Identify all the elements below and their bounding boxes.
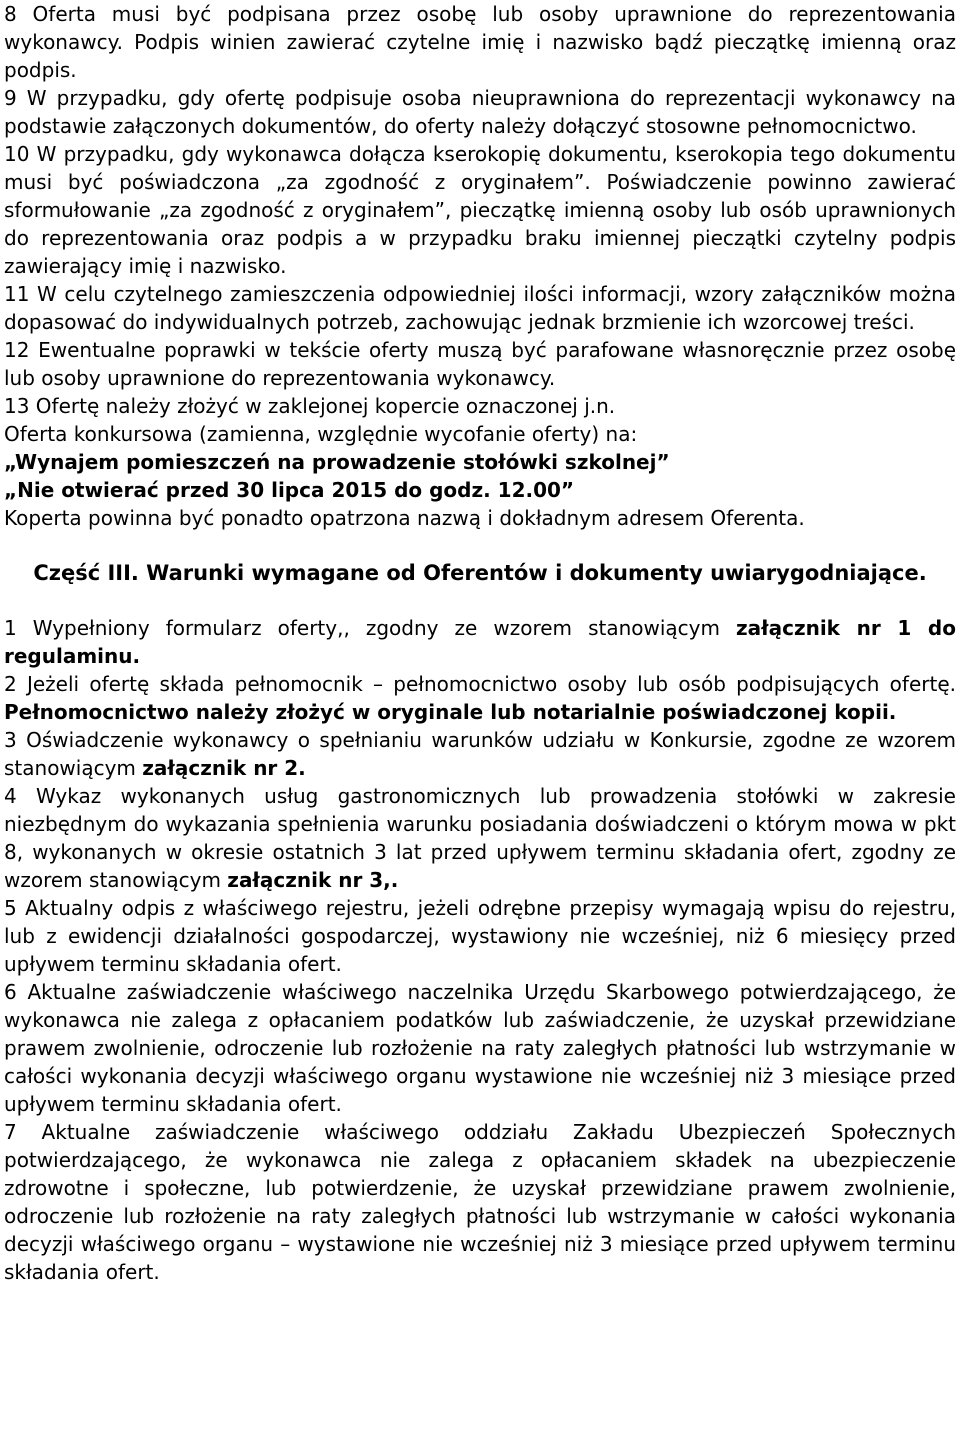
requirement-1: [4, 614, 956, 670]
envelope-intro: Oferta konkursowa (zamienna, względnie wycofanie oferty) na:: [4, 422, 638, 446]
paragraph-8: 8 Oferta musi być podpisana przez osobę lub osoby uprawnione do reprezentowania wykonawcy. Podpis winien zawierać czytelne imię i nazwisko bądź pieczątkę imienną oraz podpis.: [4, 2, 956, 82]
requirement-4-bold: załącznik nr 3,.: [227, 868, 399, 892]
requirement-1-bold: załącznik nr 1 do regulaminu.: [4, 616, 956, 668]
paragraph-10: 10 W przypadku, gdy wykonawca dołącza kserokopię dokumentu, kserokopia tego dokumentu musi być poświadczona „za zgodność z oryginałem”. Poświadczenie powinno zawierać sformułowanie „za zgodność z oryginałem”, pieczątkę imienną osoby lub osób uprawnionych do reprezentowania oraz podpis a w przypadku braku imiennej pieczątki czytelny podpis zawierający imię i nazwisko.: [4, 142, 956, 278]
envelope-title: „Wynajem pomieszczeń na prowadzenie stołówki szkolnej”: [4, 450, 670, 474]
requirement-4-text: 4 Wykaz wykonanych usług gastronomicznych lub prowadzenia stołówki w zakresie niezbędnym do wykazania spełnienia warunku posiadania doświadczeni o którym mowa w pkt 8, wykonanych w okresie ostatnich 3 lat przed upływem terminu składania ofert, zgodny ze wzorem stanowiącym: [4, 784, 956, 892]
requirement-5: 5 Aktualny odpis z właściwego rejestru, jeżeli odrębne przepisy wymagają wpisu do rejestru, lub z ewidencji działalności gospodarczej, wystawiony nie wcześniej, niż 6 miesięcy przed upływem terminu składania ofert.: [4, 896, 956, 976]
paragraph-12: 12 Ewentualne poprawki w tekście oferty muszą być parafowane własnoręcznie przez osobę lub osoby uprawnione do reprezentowania wykonawcy.: [4, 338, 956, 390]
envelope-deadline: „Nie otwierać przed 30 lipca 2015 do godz. 12.00”: [4, 478, 575, 502]
requirement-2-text: 2 Jeżeli ofertę składa pełnomocnik – pełnomocnictwo osoby lub osób podpisujących ofertę.: [4, 672, 956, 696]
requirement-2: [4, 670, 956, 726]
requirement-1-text: 1 Wypełniony formularz oferty,, zgodny ze wzorem stanowiącym: [4, 616, 737, 640]
paragraph-13: 13 Ofertę należy złożyć w zaklejonej kopercie oznaczonej j.n.: [4, 394, 616, 418]
requirement-2-bold: Pełnomocnictwo należy złożyć w oryginale lub notarialnie poświadczonej kopii.: [4, 700, 897, 724]
requirement-7: 7 Aktualne zaświadczenie właściwego oddziału Zakładu Ubezpieczeń Społecznych potwierdzającego, że wykonawca nie zalega z opłacaniem składek na ubezpieczenie zdrowotne i społeczne, lub potwierdzenie, że uzyskał przewidziane prawem zwolnienie, odroczenie lub rozłożenie na raty zaległych płatności lub wstrzymanie w całości wykonania decyzji właściwego organu – wystawione nie wcześniej niż 3 miesiące przed upływem terminu składania ofert.: [4, 1120, 956, 1284]
requirement-3-bold: załącznik nr 2.: [142, 756, 306, 780]
requirement-3: [4, 726, 956, 782]
requirement-4: [4, 782, 956, 894]
requirement-6: 6 Aktualne zaświadczenie właściwego naczelnika Urzędu Skarbowego potwierdzającego, że wykonawca nie zalega z opłacaniem podatków lub zaświadczenie, że uzyskał przewidziane prawem zwolnienie, odroczenie lub rozłożenie na raty zaległych płatności lub wstrzymanie w całości wykonania decyzji właściwego organu wystawione nie wcześniej niż 3 miesiące przed upływem terminu składania ofert.: [4, 980, 956, 1116]
section-heading: Część III. Warunki wymagane od Oferentów i dokumenty uwiarygodniające.: [33, 561, 927, 585]
requirement-3-text: 3 Oświadczenie wykonawcy o spełnianiu warunków udziału w Konkursie, zgodne ze wzorem stanowiącym: [4, 728, 956, 780]
paragraph-11: 11 W celu czytelnego zamieszczenia odpowiedniej ilości informacji, wzory załączników można dopasować do indywidualnych potrzeb, zachowując jednak brzmienie ich wzorcowej treści.: [4, 282, 956, 334]
envelope-note: Koperta powinna być ponadto opatrzona nazwą i dokładnym adresem Oferenta.: [4, 506, 805, 530]
paragraph-9: 9 W przypadku, gdy ofertę podpisuje osoba nieuprawniona do reprezentacji wykonawcy na podstawie załączonych dokumentów, do oferty należy dołączyć stosowne pełnomocnictwo.: [4, 86, 956, 138]
